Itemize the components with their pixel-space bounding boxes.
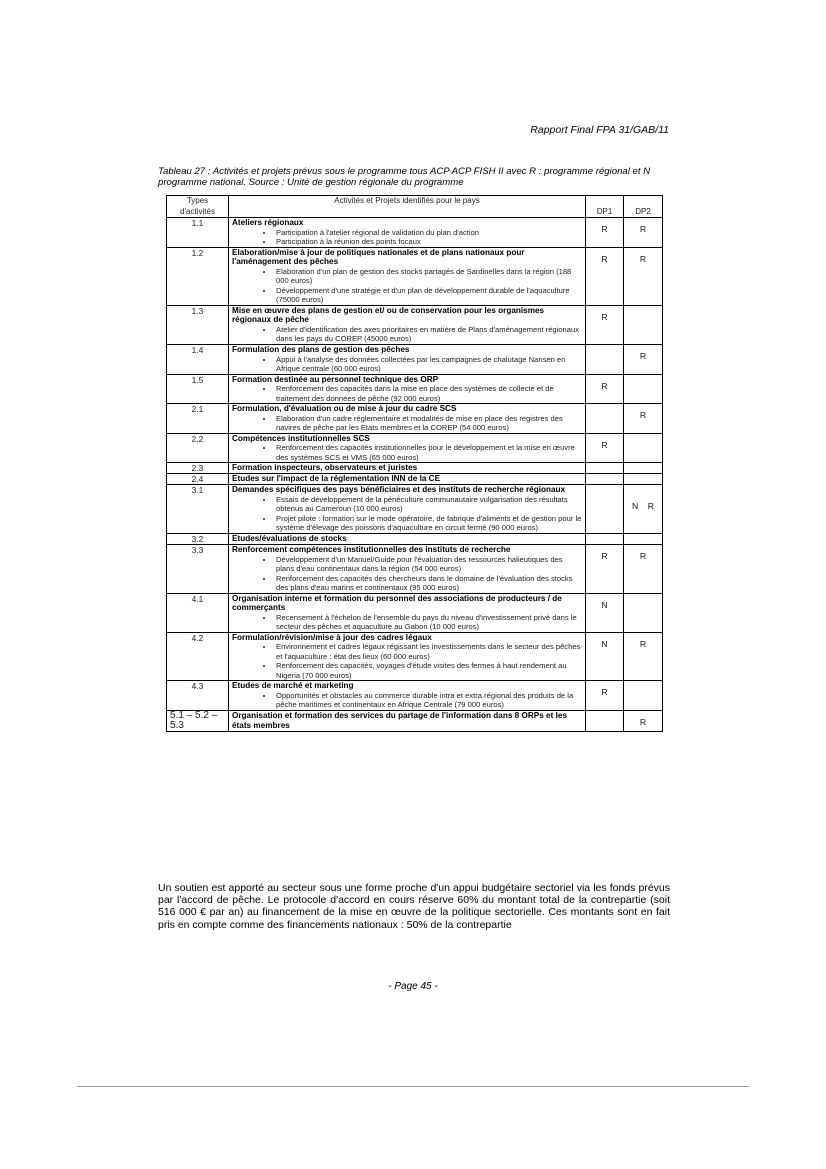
- project-item: • Atelier d'identification des axes prioritaires en matière de Plans d'aménagement régionaux dans les pays du COREP (45000 euros): [274, 325, 582, 344]
- dp1-mark: [586, 710, 624, 731]
- table-row: [167, 433, 663, 463]
- activity-cell: [229, 433, 586, 463]
- activity-type-code: 2.1: [167, 404, 229, 434]
- project-list: [232, 325, 582, 344]
- activity-cell: [229, 533, 586, 544]
- activity-cell: [229, 474, 586, 485]
- dp1-mark: [586, 533, 624, 544]
- header-activities: Activités et Projets identifiés pour le pays: [229, 196, 586, 218]
- dp1-mark: R: [586, 374, 624, 404]
- dp2-mark: R: [624, 544, 663, 593]
- project-item: • Recensement à l'échelon de l'ensemble du pays du niveau d'investissement privé dans le secteur des pêches et aquaculture au Gabon (10 000 euros): [274, 613, 582, 632]
- table-row: [167, 463, 663, 474]
- dp1-mark: [586, 474, 624, 485]
- activity-cell: [229, 632, 586, 681]
- dp1-mark: R: [586, 433, 624, 463]
- dp2-mark: R: [624, 344, 663, 374]
- dp2-mark: [624, 463, 663, 474]
- page-number: - Page 45 -: [388, 981, 438, 992]
- dp1-mark: N: [586, 632, 624, 681]
- project-item: • Projet pilote : formation sur le mode opératoire, de fabrique d'aliments et de gestion pour le système d'élevage des poissons d'aquaculture en circuit fermé (90 000 euros): [274, 514, 582, 533]
- activity-type-code: 2.3: [167, 463, 229, 474]
- activity-title: Formulation, d'évaluation ou de mise à jour du cadre SCS: [232, 404, 457, 414]
- activity-type-code: 1.2: [167, 247, 229, 305]
- activities-table: [166, 195, 663, 732]
- table-row: [167, 544, 663, 593]
- activity-title: Compétences institutionnelles SCS: [232, 433, 370, 443]
- dp2-mark: [624, 533, 663, 544]
- activity-cell: [229, 218, 586, 248]
- dp2-mark: R: [624, 218, 663, 248]
- table-row: [167, 218, 663, 248]
- project-list: [232, 384, 582, 403]
- project-list: [232, 495, 582, 533]
- activity-type-code: 1.5: [167, 374, 229, 404]
- activity-cell: [229, 544, 586, 593]
- activity-title: Etudes/évaluations de stocks: [232, 533, 347, 543]
- activity-cell: [229, 485, 586, 534]
- dp2-mark: R: [624, 710, 663, 731]
- dp1-mark: N: [586, 593, 624, 632]
- activity-cell: [229, 247, 586, 305]
- dp2-mark: [624, 374, 663, 404]
- activity-type-code: 3.1: [167, 485, 229, 534]
- activity-title: Formation inspecteurs, observateurs et juristes: [232, 463, 418, 473]
- dp2-mark: [624, 681, 663, 711]
- project-list: [232, 613, 582, 632]
- header-dp2: DP2: [624, 196, 663, 218]
- project-list: [232, 642, 582, 680]
- dp2-mark: [624, 305, 663, 344]
- table-row: [167, 374, 663, 404]
- activity-title: Organisation et formation des services du partage de l'information dans 8 ORPs et les états membres: [232, 710, 567, 730]
- activity-type-code: 1.4: [167, 344, 229, 374]
- dp2-mark: [624, 474, 663, 485]
- project-item: • Appui à l'analyse des données collectées par les campagnes de chalutage Nansen en Afrique centrale (60 000 euros): [274, 355, 582, 374]
- activity-title: Formulation des plans de gestion des pêches: [232, 344, 410, 354]
- table-row: [167, 344, 663, 374]
- activity-title: Formation destinée au personnel technique des ORP: [232, 374, 439, 384]
- table-row: [167, 485, 663, 534]
- activity-cell: [229, 593, 586, 632]
- dp1-mark: R: [586, 305, 624, 344]
- project-item: • Renforcement des capacités des chercheurs dans le domaine de l'évaluation des stocks des plans d'eau marins et continentaux (95 000 euros): [274, 574, 582, 593]
- project-item: • Opportunités et obstacles au commerce durable intra et extra régional des produits de la pêche maritimes et continentaux en Afrique Centrale (79 000 euros): [274, 691, 582, 710]
- project-item: • Participation à l'atelier régional de validation du plan d'action: [274, 228, 582, 238]
- project-item: • Renforcement des capacités dans la mise en place des systèmes de collecte et de traitement des données de pêche (92 000 euros): [274, 384, 582, 403]
- project-item: • Participation à la réunion des points focaux: [274, 237, 582, 247]
- dp1-mark: [586, 485, 624, 534]
- activity-type-code: 4.1: [167, 593, 229, 632]
- table-row: [167, 305, 663, 344]
- dp2-mark: N R: [624, 485, 663, 534]
- project-list: [232, 414, 582, 433]
- table-row: [167, 710, 663, 731]
- table-header-row: [167, 196, 663, 218]
- project-item: • Développement d'une stratégie et d'un plan de développement durable de l'aquaculture (75000 euros): [274, 286, 582, 305]
- activity-type-code: 2.2: [167, 433, 229, 463]
- activity-type-code: 5.1 – 5.2 – 5.3: [167, 710, 229, 731]
- project-list: [232, 443, 582, 462]
- dp1-mark: [586, 463, 624, 474]
- table-row: [167, 404, 663, 434]
- project-item: • Essais de développement de la pénéculture communautaire vulgarisation des résultats obtenus au Cameroun (10 000 euros): [274, 495, 582, 514]
- activity-type-code: 1.1: [167, 218, 229, 248]
- project-item: • Elaboration d'un plan de gestion des stocks partagés de Sardinelles dans la région (188 000 euros): [274, 267, 582, 286]
- activity-cell: [229, 374, 586, 404]
- activity-type-code: 4.2: [167, 632, 229, 681]
- table-row: [167, 681, 663, 711]
- header-types: [167, 196, 229, 218]
- table-body: [167, 218, 663, 732]
- dp1-mark: R: [586, 218, 624, 248]
- project-list: [232, 691, 582, 710]
- dp2-mark: [624, 593, 663, 632]
- dp2-mark: R: [624, 247, 663, 305]
- activity-title: Renforcement compétences institutionnelles des instituts de recherche: [232, 544, 511, 554]
- activity-type-code: 3.2: [167, 533, 229, 544]
- dp1-mark: [586, 404, 624, 434]
- activity-cell: [229, 681, 586, 711]
- header-dp1: DP1: [586, 196, 624, 218]
- project-list: [232, 267, 582, 305]
- dp2-mark: R: [624, 404, 663, 434]
- activity-title: Ateliers régionaux: [232, 218, 304, 227]
- activity-cell: [229, 463, 586, 474]
- dp1-mark: R: [586, 544, 624, 593]
- activity-cell: [229, 344, 586, 374]
- project-item: • Elaboration d'un cadre réglementaire et modalités de mise en place des registres des navires de pêche par les Etats membres et la COREP (54 000 euros): [274, 414, 582, 433]
- body-paragraph: Un soutien est apporté au secteur sous une forme proche d'un appui budgétaire sectoriel via les fonds prévus par l'accord de pêche. Le protocole d'accord en cours réserve 60% du montant total de la contrepartie (soit 516 000 € par an) au financement de la mise en œuvre de la politique sectorielle. Ces montants sont en fait pris en compte comme des financements nationaux : 50% de la contrepartie: [158, 882, 670, 931]
- project-item: • Renforcement des capacités institutionnelles pour le développement et la mise en œuvre des systèmes SCS et VMS (65 000 euros): [274, 443, 582, 462]
- activity-title: Etudes de marché et marketing: [232, 681, 354, 691]
- table-row: [167, 474, 663, 485]
- project-item: • Renforcement des capacités, voyages d'étude visites des fermes à haut rendement au Nigeria (70 000 euros): [274, 661, 582, 680]
- activity-type-code: 2.4: [167, 474, 229, 485]
- running-header: Rapport Final FPA 31/GAB/11: [530, 124, 669, 136]
- dp2-mark: [624, 433, 663, 463]
- project-item: • Environnement et cadres légaux régissant les investissements dans le secteur des pêches et l'aquaculture : état des lieux (60 000 euros): [274, 642, 582, 661]
- dp1-mark: R: [586, 247, 624, 305]
- table-row: [167, 632, 663, 681]
- activity-title: Organisation interne et formation du personnel des associations de producteurs / de commerçants: [232, 593, 562, 613]
- activity-cell: [229, 710, 586, 731]
- dp1-mark: R: [586, 681, 624, 711]
- table-row: [167, 593, 663, 632]
- project-list: [232, 228, 582, 247]
- table-row: [167, 247, 663, 305]
- activity-title: Elaboration/mise à jour de politiques nationales et de plans nationaux pour l'aménagement des pêches: [232, 247, 525, 267]
- activity-title: Etudes sur l'impact de la réglementation INN de la CE: [232, 474, 441, 484]
- activity-title: Mise en œuvre des plans de gestion et/ ou de conservation pour les organismes régionaux de pêche: [232, 305, 545, 325]
- project-list: [232, 355, 582, 374]
- project-list: [232, 555, 582, 593]
- activity-title: Formulation/révision/mise à jour des cadres légaux: [232, 632, 432, 642]
- project-item: • Développement d'un Manuel/Guide pour l'évaluation des ressources halieutiques des plans d'eau continentaux dans la région (54 000 euros): [274, 555, 582, 574]
- activity-cell: [229, 305, 586, 344]
- footer-rule: [77, 1086, 749, 1087]
- activity-type-code: 3.3: [167, 544, 229, 593]
- activity-title: Demandes spécifiques des pays bénéficiaires et des instituts de recherche régionaux: [232, 485, 566, 495]
- table-caption: Tableau 27 : Activités et projets prévus sous le programme tous ACP ACP FISH II avec R : programme régional et N programme national. Source : Unité de gestion régionale du programme: [158, 166, 651, 189]
- dp2-mark: R: [624, 632, 663, 681]
- header-types-label: Types d'activités: [180, 196, 215, 216]
- activity-type-code: 4.3: [167, 681, 229, 711]
- activity-cell: [229, 404, 586, 434]
- activity-type-code: 1.3: [167, 305, 229, 344]
- table-row: [167, 533, 663, 544]
- dp1-mark: [586, 344, 624, 374]
